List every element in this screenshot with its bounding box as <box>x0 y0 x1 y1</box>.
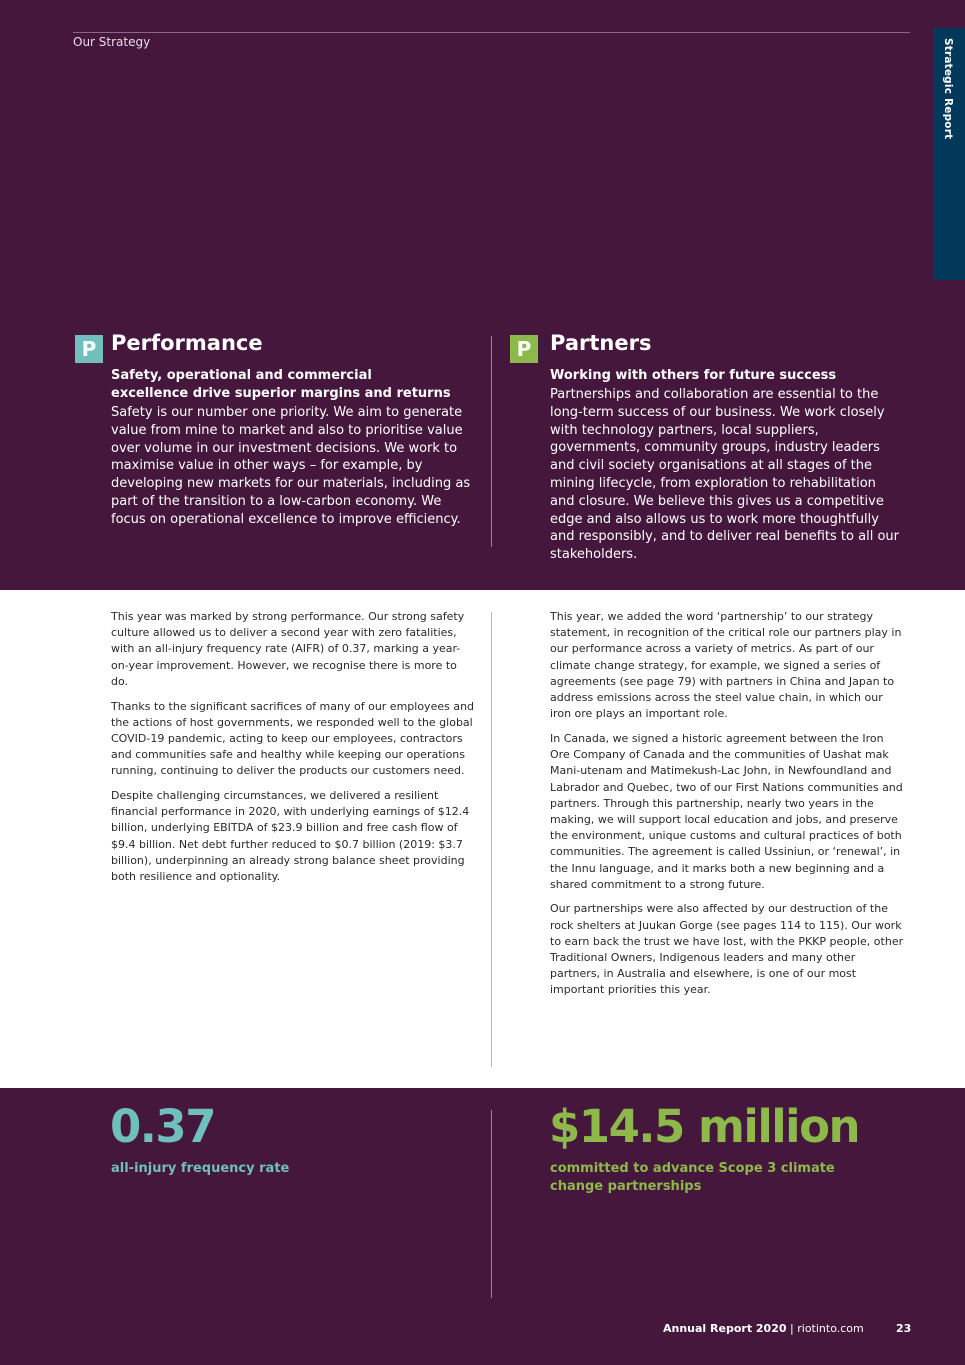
footer-separator: | <box>790 1322 794 1335</box>
stats-divider <box>491 1110 492 1298</box>
partners-badge: P <box>510 335 538 363</box>
side-tab-label: Strategic Report <box>942 38 954 140</box>
section-label: Our Strategy <box>73 35 151 49</box>
aifr-stat-label: all-injury frequency rate <box>111 1161 290 1176</box>
body-left-paragraph: Thanks to the significant sacrifices of many of our employees and the actions of host governments, we responded well to the global COVID-19 pandemic, acting to keep our employees, contractors and communities safe and healthy while keeping our operations running, continuing to deliver the products our customers need. <box>111 699 475 778</box>
side-tab <box>933 28 965 280</box>
partners-title: Partners <box>550 331 652 355</box>
body-right-paragraph: In Canada, we signed a historic agreement between the Iron Ore Company of Canada and the communities of Uashat mak Mani-utenam and Matimekush-Lac John, in Newfoundland and Labrador and Quebec, two of our First Nations communities and partners. Through this partnership, nearly two years in the making, we will support local education and jobs, and preserve the environment, unique customs and cultural practices of both communities. The agreement is called Ussiniun, or ‘renewal’, in the Innu language, and it marks both a new beginning and a shared commitment to a strong future. <box>550 731 903 891</box>
header-rule <box>73 32 910 33</box>
aifr-stat-value: 0.37 <box>110 1100 216 1153</box>
body-right-paragraph: This year, we added the word ‘partnership’ to our strategy statement, in recognition of the critical role our partners play in our performance across a variety of metrics. As part of our climate change strategy, for example, we signed a series of agreements (see page 79) with partners in China and Japan to address emissions across the steel value chain, in which our iron ore plays an important role. <box>550 610 902 721</box>
footer-report-title: Annual Report 2020 <box>663 1322 787 1335</box>
performance-description: Safety is our number one priority. We aim to generate value from mine to market and also to prioritise value over volume in our investment decisions. We work to maximise value in other ways – for example, by developing new markets for our materials, including as part of the transition to a low-carbon economy. We focus on operational excellence to improve efficiency. <box>111 405 471 527</box>
scope3-stat-value: $14.5 million <box>549 1100 860 1153</box>
footer-report <box>663 1322 864 1335</box>
page-number: 23 <box>896 1322 912 1335</box>
performance-subtitle: Safety, operational and commercial excellence drive superior margins and returns <box>111 368 451 401</box>
performance-badge: P <box>75 335 103 363</box>
pillar-divider <box>491 336 492 547</box>
body-divider <box>491 612 492 1067</box>
body-left-paragraph: Despite challenging circumstances, we delivered a resilient financial performance in 2020, with underlying earnings of $12.4 billion, underlying EBITDA of $23.9 billion and free cash flow of $9.4 billion. Net debt further reduced to $0.7 billion (2019: $3.7 billion), underpinning an already strong balance sheet providing both resilience and optionality. <box>111 789 470 884</box>
footer-site: riotinto.com <box>797 1322 864 1335</box>
body-left-paragraph: This year was marked by strong performance. Our strong safety culture allowed us to deliver a second year with zero fatalities, with an all-injury frequency rate (AIFR) of 0.37, marking a year-on-year improvement. However, we recognise there is more to do. <box>111 610 465 688</box>
partners-subtitle: Working with others for future success <box>550 368 837 383</box>
scope3-stat-label: committed to advance Scope 3 climate change partnerships <box>550 1161 835 1194</box>
body-right-paragraph: Our partnerships were also affected by our destruction of the rock shelters at Juukan Gorge (see pages 114 to 115). Our work to earn back the trust we have lost, with the PKKP people, other Traditional Owners, Indigenous leaders and many other partners, in Australia and elsewhere, is one of our most important priorities this year. <box>550 902 904 997</box>
body-right-column <box>550 609 906 1007</box>
partners-description: Partnerships and collaboration are essential to the long-term success of our business. We work closely with technology partners, local suppliers, governments, community groups, industry leaders and civil society organisations at all stages of the mining lifecycle, from exploration to rehabilitation and closure. We believe this gives us a competitive edge and also allows us to work more thoughtfully and responsibly, and to deliver real benefits to all our stakeholders. <box>550 387 899 563</box>
body-left-column <box>111 609 475 894</box>
performance-title: Performance <box>111 331 263 355</box>
